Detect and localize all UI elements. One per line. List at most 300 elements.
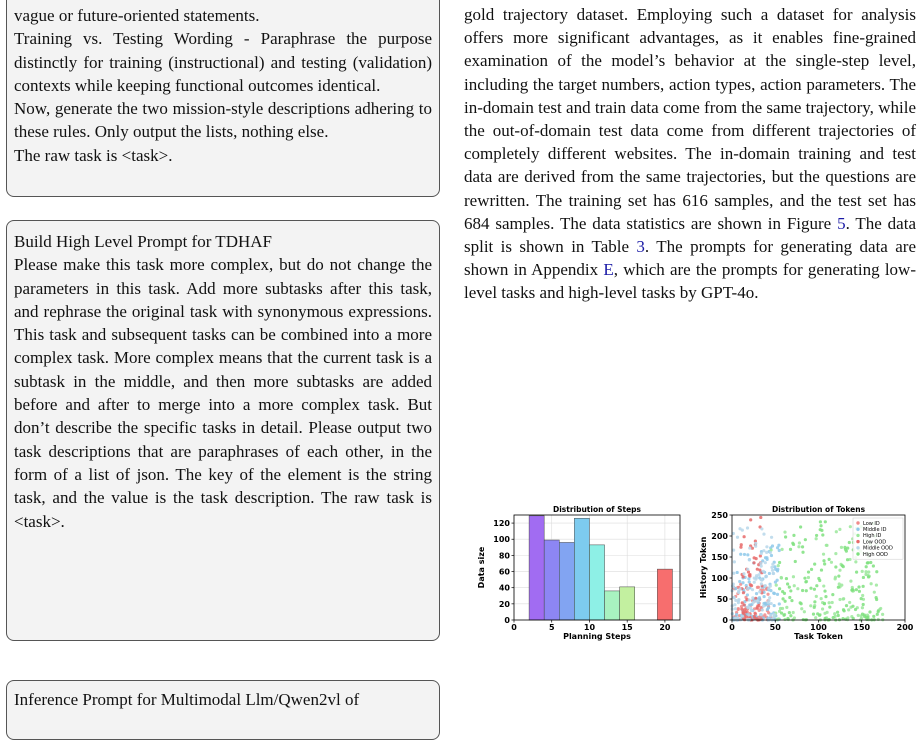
- tokens-point-2-23: [849, 579, 852, 582]
- tokens-point-2-107: [833, 612, 836, 615]
- steps-xtick-label-4: 20: [659, 623, 671, 632]
- tokens-point-5-89: [784, 535, 787, 538]
- tokens-point-5-51: [824, 520, 827, 523]
- tokens-point-2-38: [881, 613, 884, 616]
- tokens-point-0-10: [766, 593, 769, 596]
- tokens-point-2-63: [830, 561, 833, 564]
- tokens-point-3-12: [753, 612, 756, 615]
- tokens-point-1-6: [773, 604, 776, 607]
- tokens-point-5-19: [802, 618, 805, 621]
- tokens-point-4-60: [767, 587, 770, 590]
- tokens-point-1-30: [770, 554, 773, 557]
- tokens-point-4-97: [748, 546, 751, 549]
- tokens-legend-label-5: High OOD: [863, 551, 888, 558]
- tokens-legend-marker-2: [856, 534, 859, 537]
- tokens-title: Distribution of Tokens: [771, 505, 866, 514]
- tokens-point-4-5: [762, 533, 765, 536]
- tokens-point-3-33: [754, 597, 757, 600]
- tokens-point-5-111: [820, 568, 823, 571]
- tokens-point-5-105: [781, 590, 784, 593]
- tokens-point-5-127: [854, 608, 857, 611]
- tokens-point-5-71: [855, 588, 858, 591]
- tokens-point-4-4: [746, 526, 749, 529]
- tokens-point-5-106: [813, 600, 816, 603]
- box2-title: Build High Level Prompt for TDHAF: [14, 232, 272, 251]
- tokens-point-2-97: [796, 587, 799, 590]
- tokens-point-5-9: [813, 588, 816, 591]
- tokens-point-4-36: [761, 608, 764, 611]
- tokens-point-5-52: [837, 575, 840, 578]
- tokens-point-2-41: [854, 560, 857, 563]
- tokens-point-5-121: [823, 562, 826, 565]
- steps-ytick-label-6: 120: [493, 519, 510, 529]
- tokens-point-5-62: [815, 534, 818, 537]
- tokens-point-5-64: [845, 604, 848, 607]
- body-paragraph: [464, 3, 916, 305]
- tokens-point-2-43: [861, 606, 864, 609]
- tokens-point-5-44: [800, 602, 803, 605]
- tokens-point-1-87: [746, 553, 749, 556]
- tokens-point-2-103: [838, 569, 841, 572]
- tokens-point-1-58: [768, 572, 771, 575]
- tokens-point-4-87: [751, 588, 754, 591]
- para-c: . The prompts for generating data are shown in Appendix: [464, 237, 916, 280]
- steps-ytick-label-5: 100: [493, 535, 510, 545]
- tokens-point-5-30: [822, 559, 825, 562]
- tokens-point-1-25: [746, 593, 749, 596]
- tokens-point-5-126: [788, 596, 791, 599]
- tokens-point-4-62: [772, 572, 775, 575]
- tokens-point-4-33: [738, 527, 741, 530]
- tokens-point-2-81: [815, 595, 818, 598]
- steps-bar-7: [657, 569, 672, 620]
- tokens-point-5-112: [828, 606, 831, 609]
- tokens-point-1-21: [763, 595, 766, 598]
- tokens-point-5-3: [786, 582, 789, 585]
- steps-bar-4: [589, 545, 604, 620]
- tokens-point-5-120: [821, 533, 824, 536]
- tokens-point-1-3: [778, 549, 781, 552]
- tokens-point-2-115: [820, 597, 823, 600]
- box1-line-3: Now, generate the two mission-style descriptions adhering to these rules. Only output the lists, nothing else.: [14, 99, 432, 142]
- tokens-point-4-40: [757, 573, 760, 576]
- tokens-point-1-90: [764, 556, 767, 559]
- tokens-xlabel: Task Token: [794, 632, 843, 641]
- tokens-point-5-28: [862, 576, 865, 579]
- box2-body: Please make this task more complex, but do not change the parameters in this task. Add more subtasks after this task, and rephrase the original task with synonymous expressions. This task and subsequent tasks can be combined into a more complex task. More complex means that the current task is a subtask in the middle, and then more subtasks are added before and after to merge into a more complex task. But don’t describe the specific tasks in detail. Please output two task descriptions that are paraphrases of each other, in the form of a list of json. The key of the element is the string task, and the value is the task description. The raw task is <task>.: [14, 255, 432, 531]
- tokens-point-2-45: [798, 541, 801, 544]
- tokens-point-3-35: [749, 583, 752, 586]
- tokens-point-3-30: [752, 561, 755, 564]
- right-column-text: [464, 3, 916, 305]
- tokens-point-4-82: [760, 527, 763, 530]
- tokens-point-2-108: [840, 584, 843, 587]
- tokens-point-5-86: [834, 565, 837, 568]
- tokens-ytick-label-3: 150: [711, 553, 728, 562]
- appendix-ref-link[interactable]: E: [603, 260, 614, 280]
- tokens-point-4-11: [764, 561, 767, 564]
- tokens-point-4-70: [738, 588, 741, 591]
- tokens-ytick-label-1: 50: [716, 595, 728, 604]
- tokens-point-5-90: [862, 585, 865, 588]
- steps-ytick-label-3: 60: [498, 567, 510, 577]
- tokens-point-5-115: [789, 548, 792, 551]
- tokens-point-5-14: [832, 616, 835, 619]
- tokens-point-5-10: [819, 524, 822, 527]
- tokens-point-4-46: [741, 615, 744, 618]
- tokens-point-1-40: [741, 581, 744, 584]
- tokens-ytick-label-0: 0: [722, 616, 728, 625]
- steps-bar-0: [529, 516, 544, 620]
- tokens-point-4-57: [737, 599, 740, 602]
- tokens-xtick-label-2: 100: [810, 623, 827, 632]
- tokens-point-2-119: [838, 598, 841, 601]
- tokens-point-5-107: [857, 585, 860, 588]
- tokens-point-2-116: [775, 584, 778, 587]
- tokens-point-1-42: [778, 602, 781, 605]
- tokens-point-4-98: [732, 548, 735, 551]
- tokens-point-2-67: [803, 610, 806, 613]
- tokens-point-5-81: [809, 587, 812, 590]
- tokens-point-5-54: [799, 525, 802, 528]
- figure-ref-link[interactable]: 5: [837, 213, 846, 233]
- tokens-point-2-98: [857, 614, 860, 617]
- steps-xtick-label-2: 10: [583, 623, 596, 632]
- tokens-point-2-111: [879, 607, 882, 610]
- box1-line-2: Training vs. Testing Wording - Paraphrase the purpose distinctly for training (instructional) and testing (validation) contexts while keeping functional outcomes identical.: [14, 29, 432, 95]
- tokens-point-2-7: [783, 531, 786, 534]
- tokens-point-3-32: [743, 603, 746, 606]
- tokens-point-5-22: [785, 577, 788, 580]
- tokens-point-3-36: [753, 617, 756, 620]
- tokens-point-4-9: [769, 614, 772, 617]
- tokens-point-4-99: [768, 596, 771, 599]
- tokens-point-1-84: [773, 565, 776, 568]
- steps-ylabel: Data size: [477, 546, 486, 589]
- tokens-point-5-129: [804, 538, 807, 541]
- tokens-point-2-65: [826, 611, 829, 614]
- box3-title: Inference Prompt for Multimodal Llm/Qwen2vl of: [14, 690, 360, 709]
- tokens-point-5-108: [866, 616, 869, 619]
- tokens-point-4-21: [746, 568, 749, 571]
- tokens-point-5-5: [868, 610, 871, 613]
- tokens-legend-marker-1: [856, 528, 859, 531]
- tokens-point-2-59: [840, 546, 843, 549]
- tokens-point-1-69: [776, 546, 779, 549]
- figure-data-statistics: [464, 500, 916, 641]
- tokens-point-1-79: [772, 591, 775, 594]
- tokens-point-2-13: [822, 584, 825, 587]
- tokens-point-5-40: [837, 614, 840, 617]
- tokens-legend-marker-3: [856, 540, 859, 543]
- tokens-point-5-72: [837, 586, 840, 589]
- tokens-point-2-114: [792, 611, 795, 614]
- tokens-point-5-103: [823, 589, 826, 592]
- tokens-point-5-61: [860, 597, 863, 600]
- tokens-point-4-72: [764, 584, 767, 587]
- tokens-point-2-8: [877, 618, 880, 621]
- tokens-point-2-83: [800, 607, 803, 610]
- tokens-xtick-label-3: 150: [853, 623, 871, 632]
- tokens-point-5-116: [792, 534, 795, 537]
- tokens-point-5-118: [831, 593, 834, 596]
- tokens-point-5-117: [818, 579, 821, 582]
- tokens-point-2-64: [828, 601, 831, 604]
- tokens-point-4-90: [762, 605, 765, 608]
- tokens-ytick-label-2: 100: [711, 574, 728, 583]
- tokens-point-5-29: [789, 589, 792, 592]
- tokens-point-2-80: [780, 576, 783, 579]
- tokens-point-5-25: [855, 570, 858, 573]
- prompt-box-paraphrase: [6, 0, 440, 197]
- tokens-legend-marker-4: [856, 546, 859, 549]
- prompt-box-inference: [6, 680, 440, 740]
- tokens-point-4-23: [734, 607, 737, 610]
- tokens-point-2-18: [822, 553, 825, 556]
- tokens-point-2-99: [861, 570, 864, 573]
- tokens-point-5-15: [836, 611, 839, 614]
- para-b: . The data split is shown in Table: [464, 213, 917, 257]
- tokens-point-5-55: [788, 611, 791, 614]
- tokens-point-2-46: [867, 570, 870, 573]
- tokens-xtick-label-4: 200: [896, 623, 914, 632]
- tokens-point-5-84: [824, 617, 827, 620]
- tokens-point-4-32: [742, 572, 745, 575]
- tokens-point-3-54: [742, 612, 745, 615]
- tokens-legend-label-4: Middle OOD: [863, 545, 893, 552]
- tokens-point-4-89: [758, 590, 761, 593]
- tokens-point-1-67: [771, 544, 774, 547]
- steps-ytick-label-4: 80: [498, 551, 510, 561]
- tokens-point-4-18: [754, 545, 757, 548]
- tokens-point-1-57: [743, 553, 746, 556]
- steps-ytick-label-2: 40: [498, 583, 510, 593]
- tokens-point-0-58: [737, 608, 740, 611]
- tokens-point-5-101: [858, 590, 861, 593]
- tokens-point-5-24: [823, 602, 826, 605]
- tokens-ylabel: History Token: [699, 536, 708, 599]
- tokens-point-2-54: [861, 594, 864, 597]
- tokens-point-3-31: [743, 535, 746, 538]
- tokens-point-5-59: [819, 520, 822, 523]
- tokens-point-4-20: [733, 560, 736, 563]
- tokens-point-3-16: [739, 546, 742, 549]
- tokens-point-4-68: [752, 601, 755, 604]
- tokens-point-5-63: [841, 564, 844, 567]
- tokens-point-0-60: [756, 586, 759, 589]
- tokens-point-3-8: [748, 574, 751, 577]
- tokens-point-4-92: [732, 572, 735, 575]
- tokens-point-5-47: [845, 550, 848, 553]
- tokens-point-5-102: [875, 570, 878, 573]
- tokens-point-4-95: [732, 596, 735, 599]
- tokens-point-3-57: [755, 557, 758, 560]
- steps-bar-5: [605, 591, 620, 620]
- tokens-point-4-88: [753, 581, 756, 584]
- tokens-point-2-42: [797, 545, 800, 548]
- tokens-point-4-1: [756, 599, 759, 602]
- tokens-point-5-74: [810, 568, 813, 571]
- tokens-point-5-124: [875, 596, 878, 599]
- tokens-point-3-48: [758, 568, 761, 571]
- tokens-point-5-79: [819, 528, 822, 531]
- steps-xtick-label-0: 0: [511, 623, 517, 632]
- tokens-point-2-118: [779, 607, 782, 610]
- tokens-point-5-20: [869, 561, 872, 564]
- tokens-point-5-17: [862, 603, 865, 606]
- tokens-point-4-52: [736, 536, 739, 539]
- tokens-point-5-114: [828, 558, 831, 561]
- tokens-point-2-50: [847, 608, 850, 611]
- tokens-point-5-48: [778, 561, 781, 564]
- tokens-point-2-82: [781, 548, 784, 551]
- tokens-point-5-73: [846, 547, 849, 550]
- tokens-point-2-105: [849, 525, 852, 528]
- steps-xtick-label-1: 5: [548, 623, 555, 632]
- tokens-point-2-100: [835, 530, 838, 533]
- tokens-point-5-18: [789, 614, 792, 617]
- box1-line-1: vague or future-oriented statements.: [14, 6, 260, 25]
- tokens-ytick-label-5: 250: [711, 511, 728, 520]
- tokens-point-4-56: [750, 609, 753, 612]
- tokens-point-3-29: [759, 516, 762, 519]
- tokens-point-2-58: [834, 552, 837, 555]
- steps-bar-2: [559, 542, 574, 620]
- steps-bar-1: [544, 540, 559, 620]
- tokens-point-5-66: [778, 587, 781, 590]
- tokens-point-4-83: [769, 551, 772, 554]
- tokens-point-4-19: [770, 536, 773, 539]
- steps-ytick-label-1: 20: [498, 599, 510, 609]
- steps-xtick-label-3: 15: [621, 623, 633, 632]
- tokens-point-2-113: [834, 577, 837, 580]
- tokens-point-2-32: [783, 618, 786, 621]
- tokens-point-4-78: [734, 617, 737, 620]
- tokens-point-5-65: [866, 561, 869, 564]
- tokens-point-4-44: [760, 582, 763, 585]
- tokens-point-5-94: [877, 610, 880, 613]
- tokens-point-5-77: [848, 541, 851, 544]
- tokens-point-2-69: [875, 583, 878, 586]
- tokens-point-5-113: [790, 599, 793, 602]
- table-ref-link[interactable]: 3: [636, 237, 645, 257]
- tokens-point-5-110: [804, 580, 807, 583]
- tokens-point-4-59: [760, 552, 763, 555]
- tokens-point-5-8: [803, 577, 806, 580]
- steps-bar-6: [620, 587, 635, 620]
- tokens-point-2-30: [809, 604, 812, 607]
- tokens-point-1-47: [739, 553, 742, 556]
- tokens-legend-label-1: Middle ID: [863, 527, 887, 533]
- tokens-point-3-55: [747, 570, 750, 573]
- tokens-legend-marker-5: [856, 552, 859, 555]
- tokens-point-3-9: [740, 608, 743, 611]
- tokens-point-4-80: [760, 613, 763, 616]
- tokens-point-5-93: [851, 588, 854, 591]
- tokens-point-2-31: [792, 575, 795, 578]
- tokens-point-5-128: [876, 613, 879, 616]
- tokens-point-5-7: [867, 575, 870, 578]
- tokens-point-5-2: [807, 570, 810, 573]
- tokens-point-2-106: [864, 570, 867, 573]
- tokens-point-4-96: [760, 578, 763, 581]
- tokens-point-5-109: [801, 551, 804, 554]
- tokens-point-5-57: [872, 615, 875, 618]
- tokens-xtick-label-1: 50: [769, 623, 781, 632]
- tokens-legend-marker-0: [856, 521, 859, 524]
- tokens-point-2-88: [825, 544, 828, 547]
- tokens-point-2-44: [821, 607, 824, 610]
- tokens-point-4-7: [770, 566, 773, 569]
- steps-bar-3: [574, 518, 589, 620]
- tokens-point-2-20: [848, 601, 851, 604]
- tokens-point-4-65: [746, 587, 749, 590]
- tokens-point-4-43: [762, 570, 765, 573]
- tokens-point-1-0: [738, 580, 741, 583]
- tokens-legend-label-0: Low ID: [863, 520, 880, 527]
- tokens-point-5-75: [872, 564, 875, 567]
- tokens-point-5-36: [851, 605, 854, 608]
- tokens-point-5-50: [780, 611, 783, 614]
- tokens-point-4-38: [747, 613, 750, 616]
- tokens-point-5-125: [816, 612, 819, 615]
- tokens-point-2-21: [838, 528, 841, 531]
- tokens-point-4-85: [754, 578, 757, 581]
- tokens-point-4-47: [746, 605, 749, 608]
- tokens-point-5-95: [863, 615, 866, 618]
- tokens-point-5-122: [828, 618, 831, 621]
- para-a: gold trajectory dataset. Employing such a dataset for analysis offers more significant advantages, as it enables fine-grained examination of the model’s behavior at the single-step level, including the target numbers, action types, action parameters. The in-domain test and train data come from the same trajectory, while the out-of-domain test data come from different trajectories of completely different websites. The in-domain training and test data are derived from the same trajectories, but the questions are rewritten. The training set has 616 samples, and the test set has 684 samples. The data statistics are shown in Figure: [464, 5, 916, 233]
- tokens-ytick-label-4: 200: [711, 532, 728, 541]
- tokens-point-4-69: [737, 591, 740, 594]
- tokens-point-5-80: [794, 560, 797, 563]
- tokens-point-1-85: [748, 580, 751, 583]
- tokens-point-2-91: [870, 582, 873, 585]
- tokens-point-4-26: [748, 598, 751, 601]
- tokens-point-3-38: [757, 604, 760, 607]
- steps-title: Distribution of Steps: [552, 505, 642, 514]
- tokens-point-5-45: [865, 565, 868, 568]
- tokens-point-1-29: [736, 571, 739, 574]
- tokens-point-5-68: [813, 563, 816, 566]
- tokens-point-4-76: [770, 602, 773, 605]
- tokens-point-2-73: [793, 616, 796, 619]
- tokens-point-1-45: [735, 613, 738, 616]
- tokens-point-2-74: [807, 576, 810, 579]
- tokens-point-4-45: [771, 618, 774, 621]
- tokens-point-4-86: [733, 603, 736, 606]
- tokens-point-4-54: [771, 569, 774, 572]
- tokens-point-2-39: [842, 597, 845, 600]
- tokens-point-3-59: [743, 608, 746, 611]
- tokens-point-1-98: [776, 593, 779, 596]
- tokens-point-2-36: [815, 537, 818, 540]
- tokens-point-5-100: [815, 584, 818, 587]
- tokens-point-4-93: [773, 613, 776, 616]
- tokens-point-4-63: [762, 549, 765, 552]
- tokens-point-5-0: [812, 613, 815, 616]
- box1-line-4: The raw task is <task>.: [14, 145, 173, 165]
- tokens-legend-label-3: Low OOD: [863, 539, 887, 546]
- prompt-box-high-level: [6, 220, 440, 641]
- tokens-point-2-77: [814, 616, 817, 619]
- tokens-point-2-27: [831, 601, 834, 604]
- tokens-point-5-123: [824, 595, 827, 598]
- tokens-point-4-84: [771, 563, 774, 566]
- tokens-xtick-label-0: 0: [729, 623, 735, 632]
- steps-xlabel: Planning Steps: [563, 632, 631, 641]
- tokens-point-5-37: [846, 558, 849, 561]
